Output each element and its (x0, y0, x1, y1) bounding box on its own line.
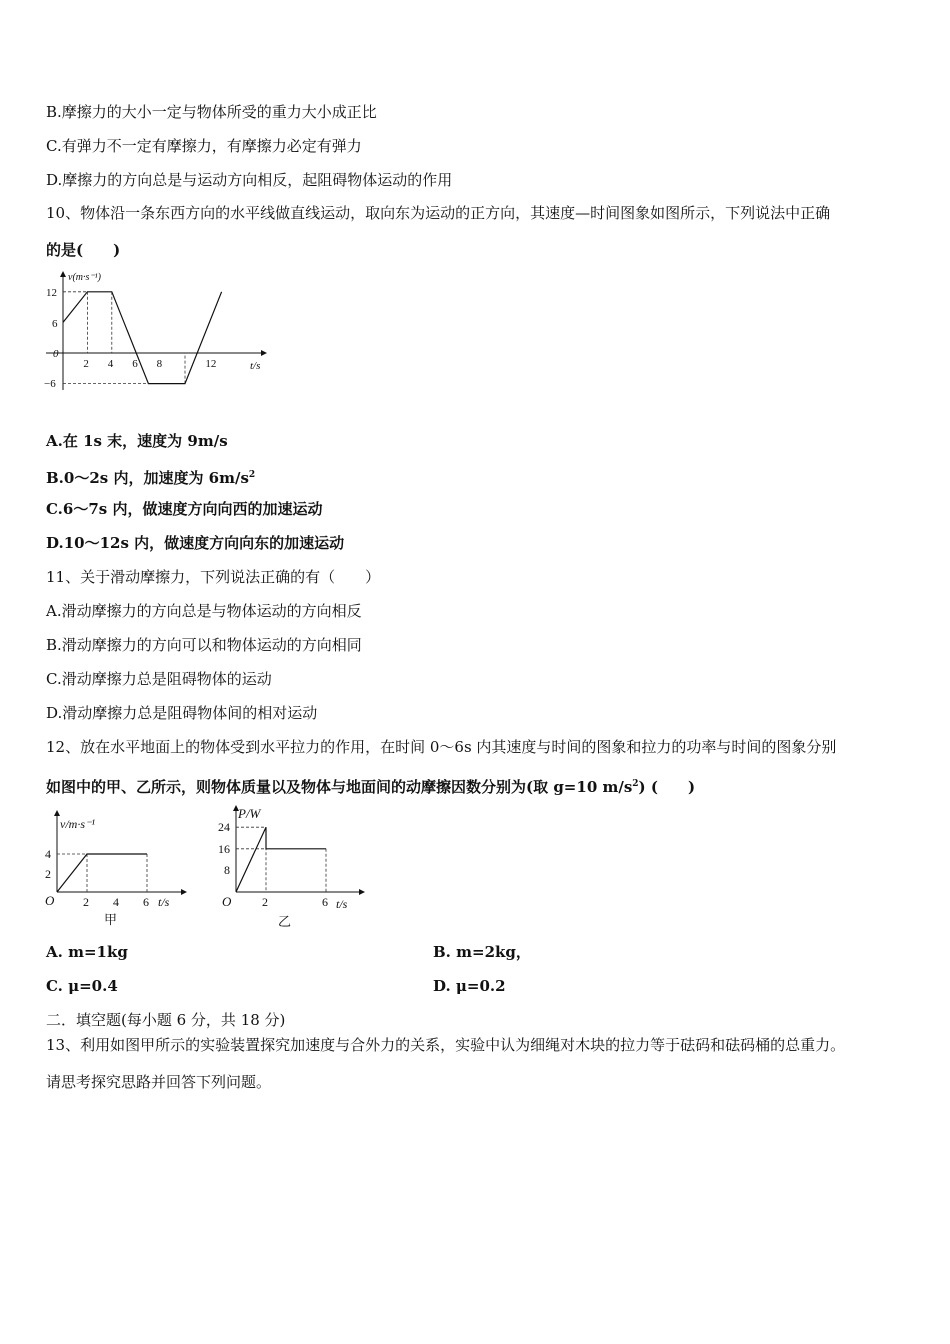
q10-x-tick: 6 (132, 358, 138, 370)
q9-option-b: B.摩擦力的大小一定与物体所受的重力大小成正比 (46, 103, 377, 121)
yi-x-tick: 6 (322, 895, 328, 909)
q10-x-tick: 2 (83, 358, 89, 370)
q10-x-tick: 4 (107, 358, 114, 370)
q9-option-c: C.有弹力不一定有摩擦力，有摩擦力必定有弹力 (46, 137, 362, 155)
q12-option-b: B. m=2kg， (433, 943, 531, 961)
yi-caption: 乙 (278, 914, 292, 929)
q10-velocity-time-graph (36, 266, 272, 396)
jia-x-tick: 4 (113, 895, 119, 909)
q10-x-tick: 8 (156, 358, 163, 370)
q11-option-a: A.滑动摩擦力的方向总是与物体运动的方向相反 (46, 602, 362, 620)
q12-option-d: D. μ=0.2 (433, 977, 506, 995)
q11-stem: 11、关于滑动摩擦力，下列说法正确的有（ ） (46, 568, 381, 586)
q10-stem-line1: 10、物体沿一条东西方向的水平线做直线运动，取向东为运动的正方向，其速度—时间图象如图所示，下列说法中正确 (46, 204, 831, 222)
q12-stem-line1: 12、放在水平地面上的物体受到水平拉力的作用，在时间 0～6s 内其速度与时间的图象和拉力的功率与时间的图象分别 (46, 738, 837, 756)
jia-origin: O (45, 893, 55, 908)
q11-option-b: B.滑动摩擦力的方向可以和物体运动的方向相同 (46, 636, 362, 654)
q10-option-b: B.0～2s 内，加速度为 $6m/s^2$ (46, 469, 256, 487)
q10-option-d: D.10～12s 内，做速度方向向东的加速运动 (46, 534, 345, 552)
q10-stem-line2: 的是( ) (46, 241, 121, 259)
yi-origin: O (222, 894, 232, 909)
yi-y-tick: 16 (218, 842, 230, 856)
yi-y-tick: 24 (218, 820, 230, 834)
section-2-title: 二．填空题(每小题 6 分，共 18 分) (46, 1011, 286, 1029)
jia-x-tick: 6 (143, 895, 149, 909)
jia-series-line (57, 854, 147, 892)
q10-x-tick: 12 (205, 358, 217, 370)
jia-x-tick: 2 (83, 895, 89, 909)
jia-y-tick: 4 (45, 847, 51, 861)
yi-ylabel: P/W (238, 806, 261, 821)
yi-y-tick: 8 (224, 863, 230, 877)
q10-y-tick: 0 (53, 348, 59, 360)
q10-xlabel: t/s (250, 360, 261, 372)
jia-y-tick: 2 (45, 867, 51, 881)
q11-option-d: D.滑动摩擦力总是阻碍物体间的相对运动 (46, 704, 318, 722)
jia-caption: 甲 (104, 912, 118, 927)
q10-option-c: C.6～7s 内，做速度方向向西的加速运动 (46, 500, 323, 518)
q12-option-a: A. m=1kg (46, 943, 128, 961)
q10-y-tick: 6 (52, 318, 58, 330)
q9-option-d: D.摩擦力的方向总是与运动方向相反，起阻碍物体运动的作用 (46, 171, 453, 189)
q11-option-c: C.滑动摩擦力总是阻碍物体的运动 (46, 670, 272, 688)
yi-xlabel: t/s (336, 897, 348, 911)
q13-stem-line2: 请思考探究思路并回答下列问题。 (46, 1073, 272, 1091)
yi-series-line (236, 827, 326, 892)
q10-option-a: A.在 1s 末，速度为 9m/s (46, 432, 228, 450)
q12-graph-yi (216, 802, 376, 930)
jia-ylabel: v/m·s⁻¹ (60, 817, 95, 831)
q12-option-c: C. μ=0.4 (46, 977, 118, 995)
yi-x-tick: 2 (262, 895, 268, 909)
q10-y-tick: 12 (46, 287, 57, 299)
q10-y-tick: −6 (44, 378, 56, 390)
q10-ylabel: v(m·s⁻¹) (68, 272, 101, 283)
q12-stem-line2: 如图中的甲、乙所示，则物体质量以及物体与地面间的动摩擦因数分别为(取 g=10 $m/s^2$) ( ) (46, 778, 696, 796)
q13-stem-line1: 13、利用如图甲所示的实验装置探究加速度与合外力的关系，实验中认为细绳对木块的拉力等于砝码和砝码桶的总重力。 (46, 1036, 846, 1054)
jia-xlabel: t/s (158, 895, 170, 909)
q12-graph-jia (40, 806, 200, 930)
